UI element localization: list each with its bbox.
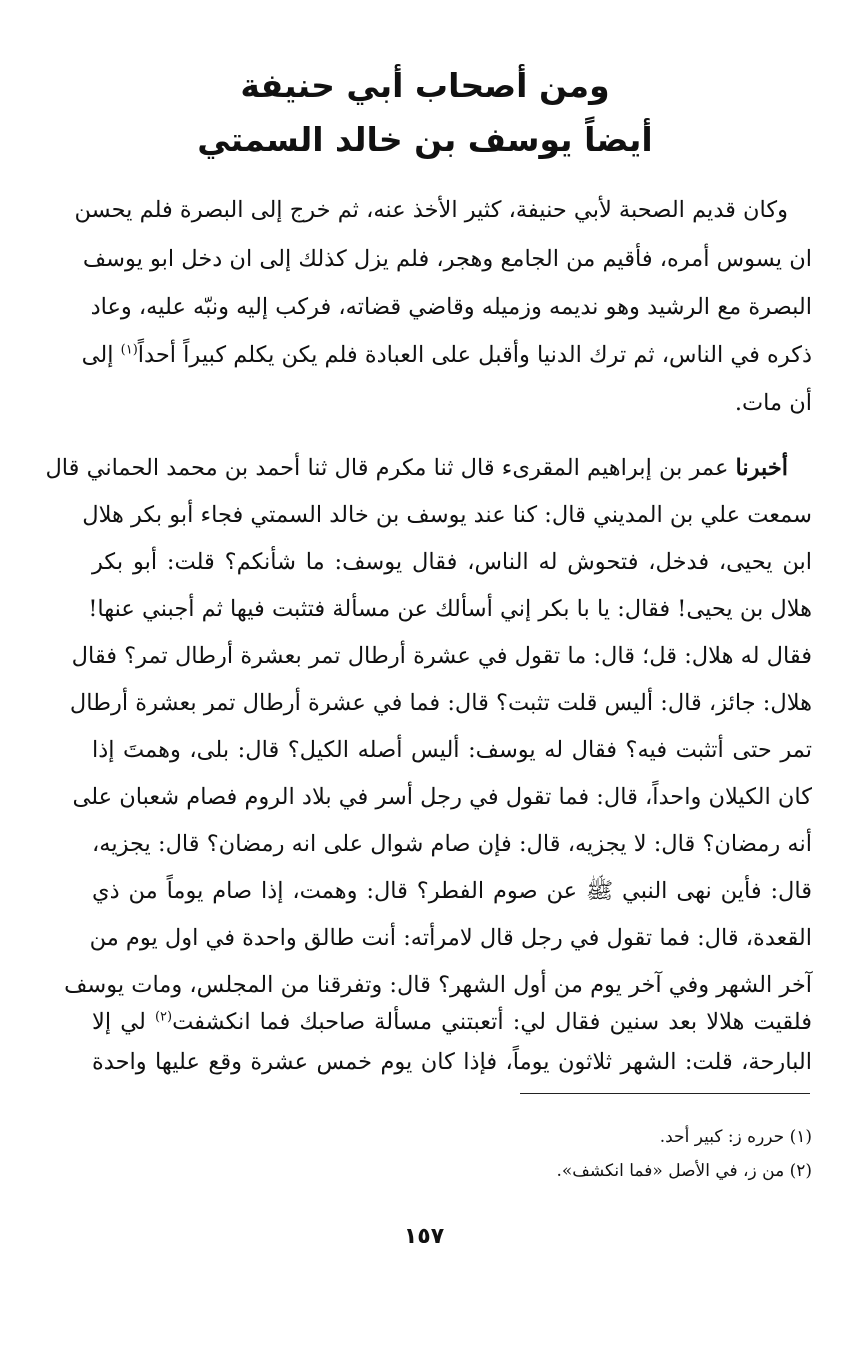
paragraph-2-line: كان الكيلان واحداً، قال: فما تقول في رجل أسر في بلاد الروم فصام شعبان على [72,784,812,810]
paragraph-1-line [81,333,812,377]
paragraph-2-line: القعدة، قال: فما تقول في رجل قال لامرأته: أنت طالق واحدة في اول يوم من [89,925,812,951]
paragraph-2-line: قال: فأين نهى النبي ﷺ عن صوم الفطر؟ قال: وهمت، إذا صام يوماً من ذي [92,878,812,904]
line-text: ذكره في الناس، ثم ترك الدنيا وأقبل على العبادة فلم يكن يكلم كبيراً أحداً [137,342,812,368]
footnote-divider [520,1093,810,1094]
paragraph-2-line: هلال: جائز، قال: أليس قلت تثبت؟ قال: فما في عشرة أرطال تمر بعشرة أرطال [69,690,812,716]
line-text: فلقيت هلالا بعد سنين فقال لي: أتعبتني مسألة صاحبك فما انكشفت [172,1009,812,1035]
paragraph-2-line [45,446,812,490]
lead-word: أخبرنا [735,455,788,481]
footnote-reference-2: (٢) [154,1009,173,1025]
page-number: ١٥٧ [403,1224,445,1249]
paragraph-1-line: البصرة مع الرشيد وهو نديمه وزميله وقاضي قضاته، فركب إليه ونبّه عليه، وعاد [90,294,812,320]
line-text: إلى [81,342,121,368]
paragraph-2-line: تمر حتى أتثبت فيه؟ فقال له يوسف: أليس أصله الكيل؟ قال: بلى، وهمتَ إذا [92,737,812,763]
paragraph-2-line: هلال بن يحيى! فقال: يا با بكر إني أسألك عن مسألة فتثبت فيها ثم أجبني عنها! [88,596,812,622]
paragraph-2-line: ابن يحيى، فدخل، فتحوش له الناس، فقال يوسف: ما شأنكم؟ قلت: أبو بكر [92,549,812,575]
footnote-1: (١) حرره ز: كبير أحد. [659,1127,812,1147]
line-text: لي إلا [92,1009,155,1035]
footnote-2: (٢) من ز، في الأصل «فما انكشف». [556,1161,812,1181]
paragraph-2-line: البارحة، قلت: الشهر ثلاثون يوماً، فإذا كان يوم خمس عشرة وقع عليها واحدة [92,1049,812,1075]
paragraph-2-line: فقال له هلال: قل؛ قال: ما تقول في عشرة أرطال تمر بعشرة أرطال تمر؟ فقال [71,643,812,669]
chapter-heading-line-2: أيضاً يوسف بن خالد السمتي [197,120,653,159]
paragraph-1-line: وكان قديم الصحبة لأبي حنيفة، كثير الأخذ عنه، ثم خرج إلى البصرة فلم يحسن [74,197,788,223]
paragraph-2-line: آخر الشهر وفي آخر يوم من أول الشهر؟ قال: وتفرقنا من المجلس، ومات يوسف [64,972,812,998]
paragraph-1-line: أن مات. [734,390,812,416]
paragraph-2-line: سمعت علي بن المديني قال: كنا عند يوسف بن خالد السمتي فجاء أبو بكر هلال [82,502,812,528]
paragraph-2-line [92,1000,812,1044]
paragraph-1-line: ان يسوس أمره، فأقيم من الجامع وهجر، فلم يزل كذلك إلى ان دخل ابو يوسف [82,246,812,272]
paragraph-2-line: أنه رمضان؟ قال: لا يجزيه، قال: فإن صام شوال على انه رمضان؟ قال: يجزيه، [92,831,812,857]
chapter-heading-line-1: ومن أصحاب أبي حنيفة [240,66,610,105]
line-text: عمر بن إبراهيم المقرىء قال ثنا مكرم قال ثنا أحمد بن محمد الحماني قال [45,455,736,481]
footnote-reference-1: (١) [120,342,138,358]
